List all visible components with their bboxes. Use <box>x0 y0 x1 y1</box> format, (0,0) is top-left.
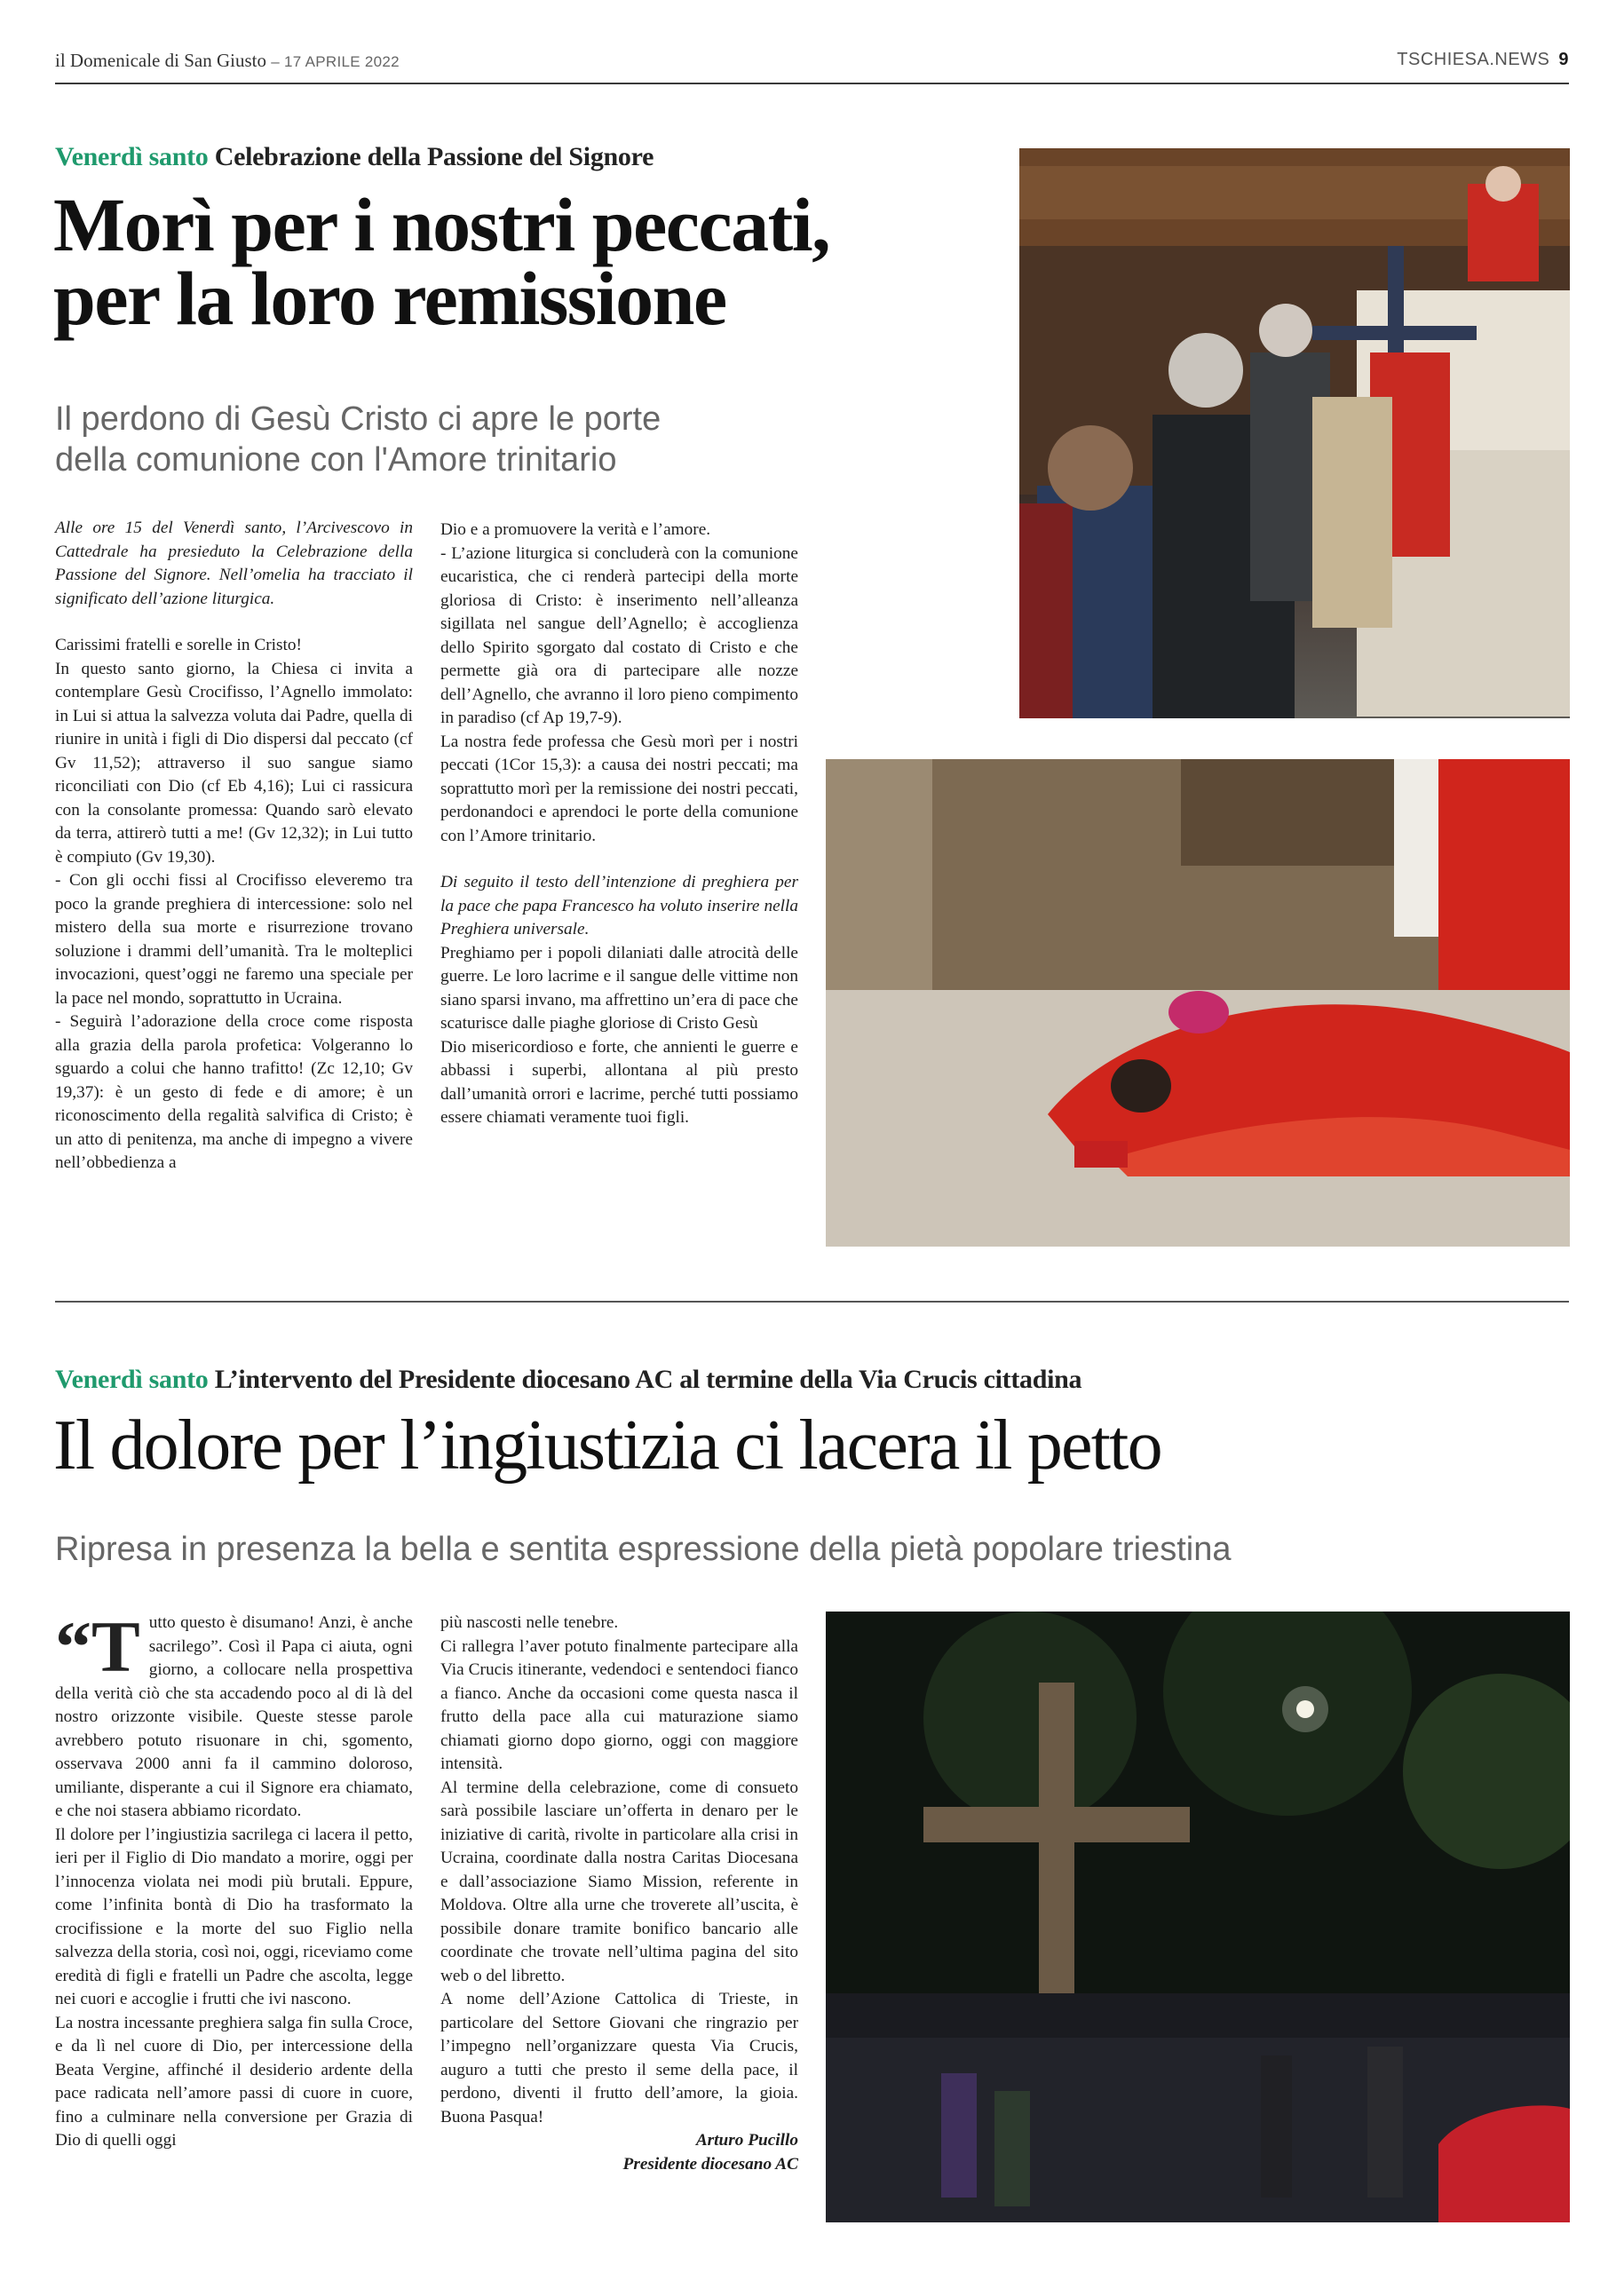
issue-date: – 17 APRILE 2022 <box>271 53 400 70</box>
article2-subtitle: Ripresa in presenza la bella e sentita espressione della pietà popolare triestina <box>55 1531 1232 1568</box>
article1-title: Morì per i nostri peccati, per la loro remissione <box>53 182 830 342</box>
paragraph: utto questo è disumano! Anzi, è anche sacrilego”. Così il Papa ci aiuta, ogni giorno, a collocare nella prospettiva della verità ciò che sta accadendo poco al di là del nostro orizzonte visibile. Queste stesse parole avrebbero potuto risuonare in chi, sgomento, osservava 2000 anni fa il cammino doloroso, umiliante, disperante a cui il Signore era chiamato, e che noi stasera abbiamo ricordato. <box>55 1613 413 1820</box>
article2-column-1 <box>55 1606 413 2153</box>
photo-adoration-of-the-cross <box>1019 148 1570 718</box>
kicker-section: Venerdì santo <box>55 142 209 171</box>
kicker-topic: L’intervento del Presidente diocesano AC al termine della Via Crucis cittadina <box>214 1365 1082 1394</box>
paragraph: La nostra fede professa che Gesù morì per i nostri peccati (1Cor 15,3): a causa dei nostri peccati; ma soprattutto morì per la remissione dei nostri peccati, perdonandoci e aprendoci le porte della comunione con l’Amore trinitario. <box>440 732 798 845</box>
paragraph: - L’azione liturgica si concluderà con la comunione eucaristica, che ci renderà partecipi della morte gloriosa di Cristo: è inserimento nell’alleanza sigillata nel sangue dell’Agnello; è accoglienza dello Spirito sgorgato dal costato di Cristo e che permette già ora di partecipare alle nozze dell’Agnello, che avranno il loro pieno compimento in paradiso (cf Ap 19,7-9). <box>440 543 798 727</box>
publication-header <box>55 50 400 72</box>
paragraph: Al termine della celebrazione, come di consueto sarà possibile lasciare un’offerta in denaro per le iniziative di carità, rivolte in particolare alla crisi in Ucraina, coordinate dalla nostra Caritas Diocesana e dall’associazione Siamo Mission, referente in Moldova. Oltre alla urne che troverete all’uscita, è possibile donare tramite bonifico bancario alle coordinate che trovate nell’ultima pagina del sito web o del libretto. <box>440 1778 798 1985</box>
article2-title: Il dolore per l’ingiustizia ci lacera il petto <box>53 1406 1161 1485</box>
paragraph: Dio e a promuovere la verità e l’amore. <box>440 520 711 539</box>
paragraph: Ci rallegra l’aver potuto finalmente partecipare alla Via Crucis itinerante, vedendoci e sentendoci fianco a fianco. Anche da occasioni come questa nasca il frutto della pace alla cui maturazione siamo chiamati giorno dopo giorno, oggi con maggiore intensità. <box>440 1636 798 1773</box>
kicker-section: Venerdì santo <box>55 1365 209 1394</box>
paragraph: Dio misericordioso e forte, che annienti le guerre e abbassi i superbi, allontana al più presto dall’umanità orrori e lacrime, perché tutti possiamo essere chiamati veramente tuoi figli. <box>440 1037 798 1127</box>
author-name: Arturo Pucillo <box>695 2131 798 2150</box>
author-role: Presidente diocesano AC <box>622 2154 798 2174</box>
paragraph: In questo santo giorno, la Chiesa ci invita a contemplare Gesù Crocifisso, l’Agnello immolato: in Lui si attua la salvezza voluta dai Padre, quella di riunire in unità i figli di Dio dispersi dal peccato (cf Gv 11,52); attraverso il suo sangue siamo riconciliati con Dio (cf Eb 4,16); Lui ci rassicura con la consolante promessa: Quando sarò elevato da terra, attirerò tutti a me! (Gv 12,32); in Lui tutto è compiuto (Gv 19,30). <box>55 659 413 867</box>
paragraph: Carissimi fratelli e sorelle in Cristo! <box>55 636 302 654</box>
paragraph: Preghiamo per i popoli dilaniati dalle atrocità delle guerre. Le loro lacrime e il sangue delle vittime non siano sparsi invano, ma affrettino un’era di pace che scaturisce dalle piaghe gloriose di Cristo Gesù <box>440 943 798 1033</box>
paragraph: più nascosti nelle tenebre. <box>440 1613 619 1632</box>
paragraph: A nome dell’Azione Cattolica di Trieste, in particolare del Settore Giovani che ringrazio per l’impegno nell’organizzare questa Via Crucis, auguro a tutti che presto il seme della pace, il perdono, diventi il frutto dell’amore, la gioia. Buona Pasqua! <box>440 1990 798 2126</box>
paragraph: La nostra incessante preghiera salga fin sulla Croce, e da lì nel cuore di Dio, per intercessione della Beata Vergine, affinché il desiderio ardente della pace radicata nell’amore passi di cuore in cuore, fino a culminare nella conversione per Grazia di Dio di quelli oggi <box>55 2013 413 2150</box>
site-header <box>1397 50 1569 70</box>
signature <box>440 2129 798 2176</box>
header-rule <box>55 83 1569 84</box>
kicker-topic: Celebrazione della Passione del Signore <box>214 142 654 171</box>
page-number: 9 <box>1558 50 1569 69</box>
article2-kicker <box>55 1365 1081 1395</box>
paragraph: - Seguirà l’adorazione della croce come risposta alla grazia della parola profetica: Volgeranno lo sguardo a colui che hanno trafitto! (Zc 12,10; Gv 19,37): è un gesto di fede e di amore; è un riconoscimento della regalità salvifica di Cristo; è un atto di penitenza, ma anche di impegno a vivere nell’obbedienza a <box>55 1012 413 1172</box>
dropcap: “T <box>55 1606 140 1687</box>
article1-subtitle: Il perdono di Gesù Cristo ci apre le porte della comunione con l'Amore trinitario <box>55 400 661 479</box>
article1-kicker <box>55 142 654 172</box>
photo-via-crucis-night <box>826 1612 1570 2222</box>
article1-intro: Alle ore 15 del Venerdì santo, l’Arcivescovo in Cattedrale ha presieduto la Celebrazione della Passione del Signore. Nell’omelia ha tracciato il significato dell’azione liturgica. <box>55 519 413 608</box>
section-divider <box>55 1301 1569 1303</box>
prayer-intro: Di seguito il testo dell’intenzione di preghiera per la pace che papa Francesco ha voluto inserire nella Preghiera universale. <box>440 873 798 939</box>
paragraph: - Con gli occhi fissi al Crocifisso eleveremo tra poco la grande preghiera di intercessione: solo nel mistero della sua morte e risurrezione trovano soluzione i drammi dell’umanità. Tra le molteplici invocazioni, quest’oggi ne faremo una speciale per la pace nel mondo, soprattutto in Ucraina. <box>55 871 413 1008</box>
article2-column-2 <box>440 1612 798 2176</box>
photo-prostration <box>826 759 1570 1247</box>
site-link[interactable]: TSCHIESA.NEWS <box>1397 50 1550 69</box>
article1-column-1 <box>55 517 413 1176</box>
publication-name: il Domenicale di San Giusto <box>55 50 266 71</box>
article1-column-2 <box>440 519 798 1130</box>
paragraph: Il dolore per l’ingiustizia sacrilega ci lacera il petto, ieri per il Figlio di Dio mandato a morire, oggi per l’innocenza violata nei modi più brutali. Eppure, come l’infinita bontà di Dio ha trasformato la crocifissione e la morte del suo Figlio nella salvezza della storia, così noi, oggi, riceviamo come eredità di figli e fratelli un Padre che ascolta, legge nei cuori e accoglie i frutti che ivi nascono. <box>55 1825 413 2008</box>
